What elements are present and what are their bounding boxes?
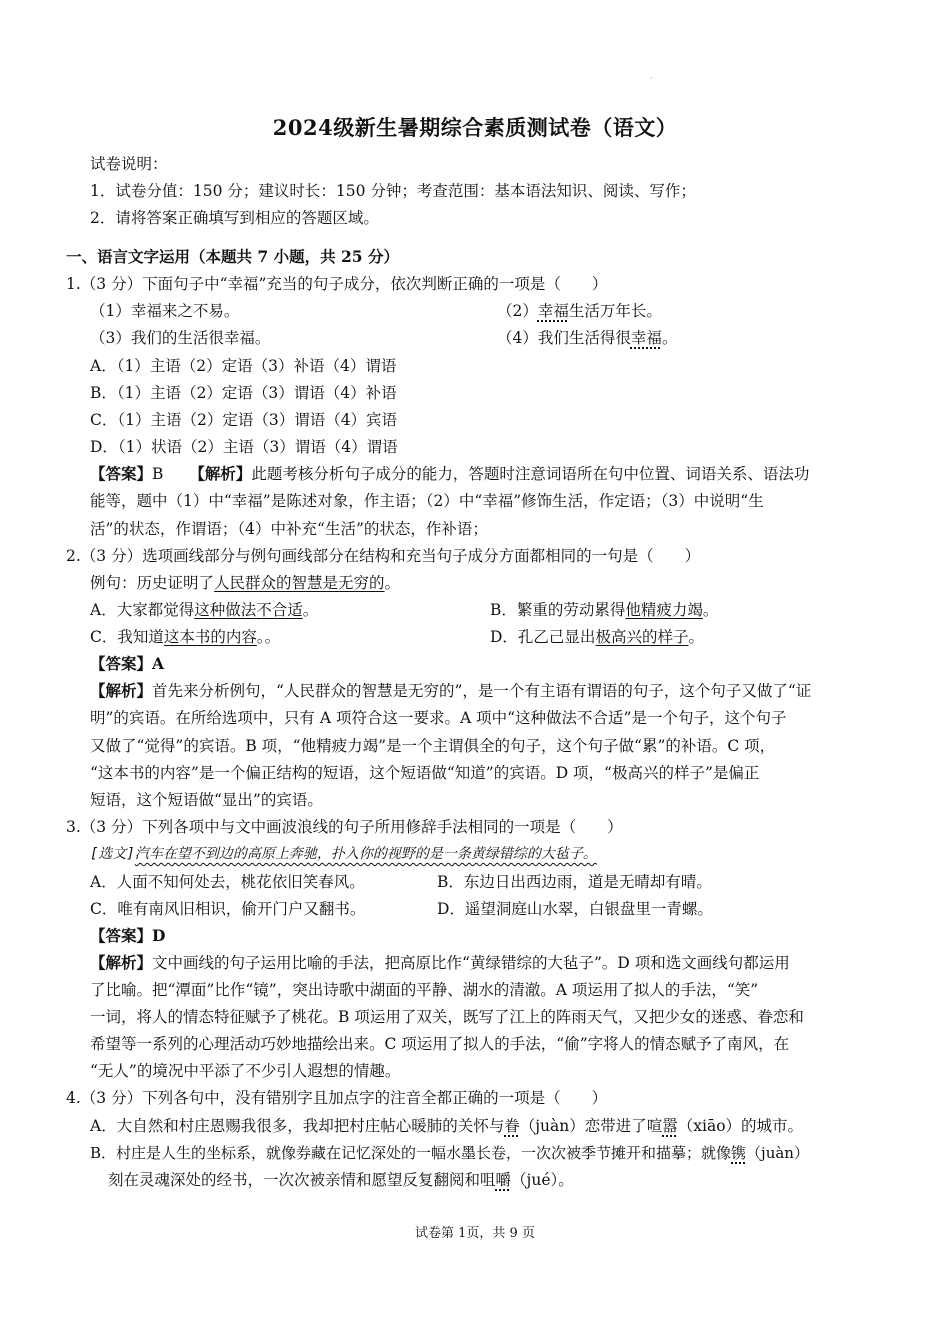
instruction-item-2: 2．请将答案正确填写到相应的答题区域。: [90, 209, 379, 227]
q4-option-b: B．村庄是人生的坐标系，就像券藏在记忆深处的一幅水墨长卷，一次次被季节摊开和描摹；就像镌（juàn）: [90, 1144, 809, 1162]
scan-dot: ·: [650, 74, 653, 83]
q2-stem: 2.（3 分）选项画线部分与例句画线部分在结构和充当句子成分方面都相同的一句是（ ）: [66, 547, 701, 565]
q1-analysis-line: 能等，题中（1）中“幸福”是陈述对象，作主语；（2）中“幸福”修饰生活，作定语；（3）中说明“生: [90, 492, 764, 510]
q2-option-c: C．我知道这本书的内容。。: [90, 628, 281, 646]
q3-option-a: A．人面不知何处去，桃花依旧笑春风。: [90, 873, 365, 891]
q1-sentence-2: （2）幸福生活万年长。: [497, 302, 662, 320]
q1-sentence-4: （4）我们生活得很幸福。: [497, 329, 678, 347]
q3-analysis-line: 【解析】文中画线的句子运用比喻的手法，把高原比作“黄绿错综的大毡子”。D 项和选文画线句都运用: [90, 953, 790, 972]
q1-analysis-line: 活”的状态，作谓语；（4）中补充“生活”的状态，作补语；: [90, 520, 488, 538]
instructions-heading: 试卷说明：: [90, 155, 168, 173]
q3-analysis-line: 希望等一系列的心理活动巧妙地描绘出来。C 项运用了拟人的手法，“偷”字将人的情态赋予了南风，在: [90, 1035, 790, 1053]
q2-answer: 【答案】A: [90, 654, 165, 673]
q3-answer: 【答案】D: [90, 926, 166, 945]
q2-analysis-line: 明”的宾语。在所给选项中，只有 A 项符合这一要求。A 项中“这种做法不合适”是一个句子，这个句子: [90, 709, 787, 727]
q1-option-c: C．（1）主语（2）定语（3）谓语（4）宾语: [90, 411, 398, 429]
q2-example: 例句：历史证明了人民群众的智慧是无穷的。: [90, 574, 401, 592]
section-heading: 一、语言文字运用（本题共 7 小题，共 25 分）: [66, 247, 399, 266]
q1-stem: 1.（3 分）下面句子中“幸福”充当的句子成分，依次判断正确的一项是（ ）: [66, 275, 608, 293]
page-footer: 试卷第 1页，共 9 页: [415, 1226, 535, 1241]
q4-option-b-cont: 刻在灵魂深处的经书，一次次被亲情和愿望反复翻阅和咀嚼（jué）。: [108, 1171, 574, 1189]
q2-analysis-line: 短语，这个短语做“显出”的宾语。: [90, 791, 323, 809]
q3-stem: 3.（3 分）下列各项中与文中画波浪线的句子所用修辞手法相同的一项是（ ）: [66, 818, 623, 836]
q1-option-a: A．（1）主语（2）定语（3）补语（4）谓语: [90, 357, 397, 375]
q2-analysis-line: “这本书的内容”是一个偏正结构的短语，这个短语做“知道”的宾语。D 项，“极高兴的样子”是偏正: [90, 764, 760, 782]
q3-analysis-line: 一词，将人的情态特征赋予了桃花。B 项运用了双关，既写了江上的阵雨天气，又把少女的迷惑、眷恋和: [90, 1008, 804, 1026]
q4-stem: 4.（3 分）下列各句中，没有错别字且加点字的注音全都正确的一项是（ ）: [66, 1089, 608, 1107]
exam-title: 2024级新生暑期综合素质测试卷（语文）: [272, 115, 678, 140]
q1-option-d: D．（1）状语（2）主语（3）谓语（4）谓语: [90, 438, 398, 456]
q1-option-b: B．（1）主语（2）定语（3）谓语（4）补语: [90, 384, 397, 402]
q3-passage: [选文]汽车在望不到边的高原上奔驰，扑入你的视野的是一条黄绿错综的大毡子。: [90, 846, 597, 862]
instruction-item-1: 1．试卷分值：150 分；建议时长：150 分钟；考查范围：基本语法知识、阅读、写作；: [90, 182, 696, 200]
q3-option-b: B．东边日出西边雨，道是无晴却有晴。: [437, 873, 712, 891]
q1-answer: 【答案】B 【解析】此题考核分析句子成分的能力，答题时注意词语所在句中位置、词语关系、语法功: [90, 464, 810, 483]
q2-analysis-line: 又做了“觉得”的宾语。B 项，“他精疲力竭”是一个主谓俱全的句子，这个句子做“累”的补语。C 项，: [90, 737, 776, 755]
q2-analysis-line: 【解析】首先来分析例句，“人民群众的智慧是无穷的”，是一个有主语有谓语的句子，这个句子又做了“证: [90, 681, 812, 700]
q3-option-c: C．唯有南风旧相识，偷开门户又翻书。: [90, 900, 366, 918]
q3-analysis-line: “无人”的境况中平添了不少引人遐想的情趣。: [90, 1062, 401, 1080]
q4-option-a: A．大自然和村庄恩赐我很多，我却把村庄帖心暖肺的关怀与眷（juàn）恋带进了喧嚣（xiāo）的城市。: [90, 1117, 804, 1135]
q2-option-a: A．大家都觉得这种做法不合适。: [90, 601, 319, 619]
q2-option-b: B．繁重的劳动累得他精疲力竭。: [490, 601, 719, 619]
q3-analysis-line: 了比喻。把“潭面”比作“镜”，突出诗歌中湖面的平静、湖水的清澈。A 项运用了拟人的手法，“笑”: [90, 981, 759, 999]
q1-sentence-1: （1）幸福来之不易。: [90, 302, 240, 320]
q3-option-d: D．遥望洞庭山水翠，白银盘里一青螺。: [437, 900, 713, 918]
q1-sentence-3: （3）我们的生活很幸福。: [90, 329, 271, 347]
q2-option-d: D．孔乙己显出极高兴的样子。: [490, 628, 704, 646]
